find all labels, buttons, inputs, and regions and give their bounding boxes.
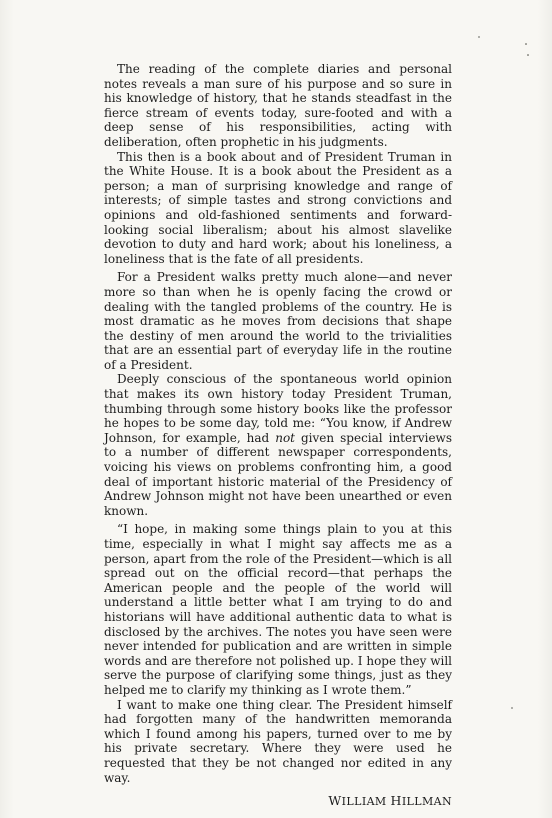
page-speck: [511, 707, 513, 709]
i-hope-text: I hope, in making some things plain to you at this time, especially in what I might say affects me as a person, apart from the role of the President—which is all spread out on the official record—that perhaps the American people and the people of the world will understand a little better what I am trying to do and historians will have additional authentic data to what is disclosed by the archives. The notes you have seen were never intended for publication and are written in simple words and are therefore not polished up. I hope they will serve the purpose of clarifying some things, just as they helped me to clarify my thinking as I wrote them.: [104, 522, 452, 697]
quote-close-mark: ”: [405, 682, 412, 697]
paragraph-johnson: [104, 372, 452, 518]
johnson-emphasis: not: [275, 430, 295, 445]
page-speck: [525, 43, 527, 45]
paragraph-one-thing-clear: I want to make one thing clear. The President himself had forgotten many of the handwritten memoranda which I found among his papers, turned over to me by his private secretary. Where they were used he requested that they be not changed nor edited in any way.: [104, 697, 452, 785]
author-signature: [104, 794, 452, 810]
signature-last-initial: H: [390, 793, 402, 809]
signature-last-rest: ILLMAN: [401, 795, 452, 809]
quote-open-mark: “: [117, 522, 124, 537]
page-speck: [478, 36, 480, 38]
johnson-text-after: given special interviews to a number of different newspaper correspondents, voicing his views on problems confronting him, a good deal of important historic material of the Presidency of Andrew Johnson might not have been unearthed or even known.: [104, 430, 452, 518]
paragraph-book-about: This then is a book about and of President Truman in the White House. It is a book about the President as a person; a man of surprising knowledge and range of interests; of simple tastes and strong convictions and opinions and old-fashioned sentiments and forward-looking social liberalism; about his almost slavelike devotion to duty and hard work; about his loneliness, a loneliness that is the fate of all presidents.: [104, 149, 452, 266]
signature-first-initial: W: [328, 793, 342, 809]
signature-first-rest: ILLIAM: [341, 795, 387, 809]
paragraph-i-hope: [104, 522, 452, 697]
johnson-text-before: Deeply conscious of the spontaneous world opinion that makes its own history today President Truman, thumbing through some history books like the professor he hopes to be some day, told me: “You know, if Andrew Johnson, for example, had: [104, 372, 452, 445]
preface-text: [104, 62, 452, 810]
paragraph-walks-alone: For a President walks pretty much alone—and never more so than when he is openly facing the crowd or dealing with the tangled problems of the country. He is most dramatic as he moves from decisions that shape the destiny of men around the world to the trivialities that are an essential part of everyday life in the routine of a President.: [104, 270, 452, 372]
paragraph-diaries: The reading of the complete diaries and personal notes reveals a man sure of his purpose and so sure in his knowledge of history, that he stands steadfast in the fierce stream of events today, sure-footed and with a deep sense of his responsibilities, acting with deliberation, often prophetic in his judgments.: [104, 62, 452, 149]
page-speck: [527, 54, 529, 56]
